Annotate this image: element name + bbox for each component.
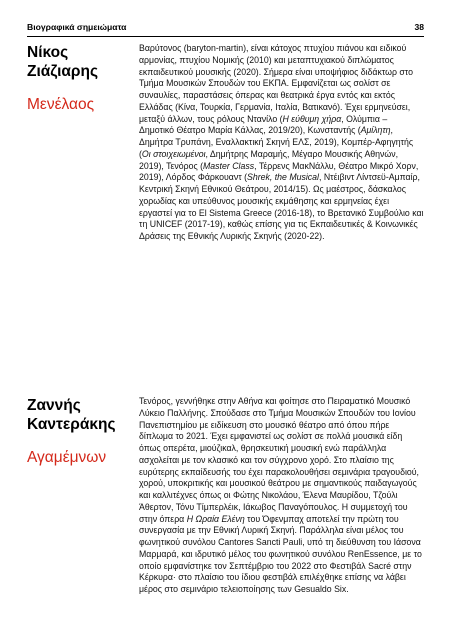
artist-first-name: Ζαννής bbox=[27, 397, 81, 414]
bio-text: , Δημήτρης Μαραμής, Μέγαρο Μουσικής Αθηνών, 2019), Τενόρος ( bbox=[139, 148, 399, 171]
artist-last-name: Καντεράκης bbox=[27, 416, 116, 433]
bio-italic-title: Shrek, the Musical bbox=[247, 172, 319, 183]
bio-italic-title: Η Ωραία Ελένη bbox=[186, 513, 245, 524]
section-title: Βιογραφικά σημειώματα bbox=[27, 22, 127, 32]
artist-role: Αγαμέμνων bbox=[27, 449, 107, 466]
page-number: 38 bbox=[414, 22, 424, 32]
page-header bbox=[27, 22, 424, 32]
artist-role: Μενέλαος bbox=[27, 96, 95, 113]
bio-italic-title: Master Class bbox=[203, 160, 255, 171]
bio-italic-title: Οι στοιχειωμένοι bbox=[141, 148, 206, 159]
bio-text: , Τέρρενς ΜακΝάλλυ, Θέατρο Μικρό Χορν, 2019), Λόρδος Φάρκουαντ ( bbox=[139, 160, 419, 183]
bio-text: Τενόρος, γεννήθηκε στην Αθήνα και φοίτησε στο Πειραματικό Μουσικό Λύκειο Παλλήνης. Σπούδασε στο Τμήμα Μουσικών Σπουδών του Ιονίου Πανεπιστημίου με ειδίκευση στο μουσικό θέατρο από όπου πήρε δίπλωμα το 2021. Έχει εμφανιστεί ως σολίστ σε πολλά μουσικά είδη όπως οπερέτα, μιούζικαλ, θρησκευτική μουσική ενώ παράλληλα ασχολείται με τον κλασικό και τον σύγχρονο χορό. Στο πλαίσιο της ευρύτερης εκπαίδευσής του έχει παρακολουθήσει σεμινάρια τραγουδιού, χορού, υποκριτικής και μουσικού θεάτρου με σημαντικούς παιδαγωγούς και καλλιτέχνες όπως οι Φώτης Νικολάου, Έλενα Μαυρίδου, Τζούλι Άθερτον, Τόνυ Τίμπερλέικ, Ιάκωβος Παναγόπουλος. Η συμμετοχή του στην όπερα bbox=[139, 396, 419, 524]
artist-first-name: Νίκος bbox=[27, 44, 69, 61]
bio-text: Βαρύτονος (baryton-martin), είναι κάτοχος πτυχίου πιάνου και ειδικού αρμονίας, πτυχίου Νομικής (2010) και μεταπτυχιακού διπλώματος εκπαιδευτικού μουσικής (2020). Σήμερα είναι υποψήφιος διδάκτωρ στο Τμήμα Μουσικών Σπουδών του ΕΚΠΑ. Εμφανίζεται ως σολίστ σε συναυλίες, παραστάσεις όπερας και θεατρικά έργα εντός και εκτός Ελλάδας (Κίνα, Τουρκία, Γερμανία, Ιταλία, Βατικανό). Έχει ερμηνεύσει, μεταξύ άλλων, τους ρόλους Ντανίλο ( bbox=[139, 43, 414, 124]
header-rule bbox=[27, 36, 424, 37]
bio-text: , Δημήτρα Τρυπάνη, Εναλλακτική Σκηνή ΕΛΣ, 2019), Κομπέρ-Αφηγητής ( bbox=[139, 125, 414, 159]
artist-bio bbox=[139, 43, 424, 243]
artist-last-name: Ζιάζιαρης bbox=[27, 63, 99, 80]
bio-text: , Ολύμπια – Δημοτικό Θέατρο Μαρία Κάλλας, 2019/20), Κωνσταντής ( bbox=[139, 113, 388, 136]
artist-heading bbox=[27, 43, 127, 114]
bio-text: , Ντέιβιντ Λίντσεϋ-Αμπαίρ, Κεντρική Σκηνή Εθνικού Θεάτρου, 2014/15). Ως μαέστρος, δάσκαλος χορωδίας και υπεύθυνος μουσικής εκμάθησης και ερμηνείας έχει εργαστεί για το El Sistema Greece (2016-18), το Βρετανικό Συμβούλιο και τη UNICEF (2017-19), καθώς επίσης για τις Εκπαιδευτικές & Κοινωνικές Δράσεις της Εθνικής Λυρικής Σκηνής (2020-22). bbox=[139, 172, 424, 241]
bio-italic-title: Αμίλητη bbox=[360, 125, 391, 136]
bio-text: του Όφενμπαχ αποτελεί την πρώτη του συνεργασία με την Εθνική Λυρική Σκηνή. Παράλληλα είναι μέλος του φωνητικού συνόλου Cantores Sancti Pauli, υπό τη διεύθυνση του Ιάσονα Μαρμαρά, και ιδρυτικό μέλος του φωνητικού συνόλου RenEssence, με το οποίο εμφανίστηκε τον Σεπτέμβριο του 2022 στο Φεστιβάλ Sacré στην Κέρκυρα· στο πλαίσιο του ίδιου φεστιβάλ επιλέχθηκε επίσης να λάβει μέρος στο σεμινάριο τελειοποίησης των Gesualdo Six. bbox=[139, 513, 422, 594]
bio-italic-title: Η εύθυμη χήρα bbox=[282, 113, 342, 124]
artist-bio bbox=[139, 396, 424, 596]
artist-heading bbox=[27, 396, 127, 467]
